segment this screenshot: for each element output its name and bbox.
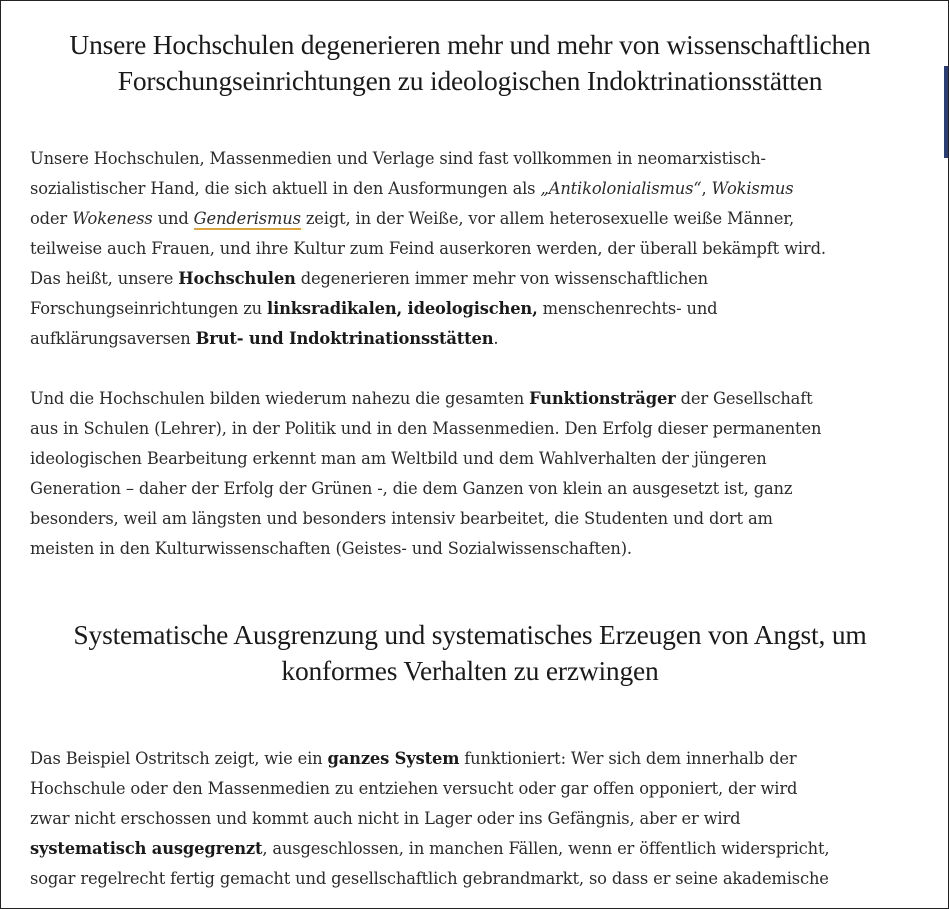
- text-line: zwar nicht erschossen und kommt auch nicht in Lager oder ins Gefängnis, aber er wird: [30, 809, 741, 828]
- text-line: aufklärungsaversen Brut- und Indoktrinationsstätten.: [30, 329, 499, 348]
- heading-line: Unsere Hochschulen degenerieren mehr und mehr von wissenschaftlichen: [69, 29, 871, 60]
- text-line: Und die Hochschulen bilden wiederum nahezu die gesamten Funktionsträger der Gesellschaft: [30, 389, 813, 408]
- text-line: meisten in den Kulturwissenschaften (Geistes- und Sozialwissenschaften).: [30, 539, 632, 558]
- article-content: [30, 15, 910, 894]
- scrollbar-thumb[interactable]: [944, 66, 948, 158]
- emphasis-antikolonialismus: „Antikolonialismus“: [540, 179, 702, 198]
- bold-ganzes-system: ganzes System: [327, 749, 460, 768]
- text-line: Das heißt, unsere Hochschulen degenerieren immer mehr von wissenschaftlichen: [30, 269, 709, 288]
- text-line: Generation – daher der Erfolg der Grünen -, die dem Ganzen von klein an ausgesetzt ist, ganz: [30, 479, 793, 498]
- text-line: teilweise auch Frauen, und ihre Kultur zum Feind auserkoren werden, der überall bekämpft wird.: [30, 239, 826, 258]
- text-line: Das Beispiel Ostritsch zeigt, wie ein ganzes System funktioniert: Wer sich dem innerhalb der: [30, 749, 797, 768]
- text-line: Forschungseinrichtungen zu linksradikalen, ideologischen, menschenrechts- und: [30, 299, 718, 318]
- bold-hochschulen: Hochschulen: [178, 269, 296, 288]
- text-line: systematisch ausgegrenzt, ausgeschlossen, in manchen Fällen, wenn er öffentlich widerspricht,: [30, 839, 830, 858]
- text-line: Unsere Hochschulen, Massenmedien und Verlage sind fast vollkommen in neomarxistisch-: [30, 149, 766, 168]
- text-line: besonders, weil am längsten und besonders intensiv bearbeitet, die Studenten und dort am: [30, 509, 773, 528]
- text-line: sogar regelrecht fertig gemacht und gesellschaftlich gebrandmarkt, so dass er seine akademische: [30, 869, 829, 888]
- bold-linksradikalen: linksradikalen, ideologischen,: [267, 299, 538, 318]
- emphasis-wokismus: Wokismus: [711, 179, 794, 198]
- bold-funktionstraeger: Funktionsträger: [529, 389, 676, 408]
- text-line: Hochschule oder den Massenmedien zu entziehen versucht oder gar offen opponiert, der wird: [30, 779, 798, 798]
- bold-systematisch-ausgegrenzt: systematisch ausgegrenzt: [30, 839, 263, 858]
- bold-brut-indoktrination: Brut- und Indoktrinationsstätten: [195, 329, 494, 348]
- text-line: sozialistischer Hand, die sich aktuell in den Ausformungen als „Antikolonialismus“, Wokismus: [30, 179, 794, 198]
- heading-line: konformes Verhalten zu erzwingen: [281, 655, 659, 686]
- genderismus-link[interactable]: Genderismus: [193, 209, 301, 228]
- heading-line: Forschungseinrichtungen zu ideologischen Indoktrinationsstätten: [117, 65, 823, 96]
- section-heading-ausgrenzung: [30, 617, 910, 689]
- heading-line: Systematische Ausgrenzung und systematisches Erzeugen von Angst, um: [73, 619, 867, 650]
- section-heading-hochschulen: [30, 27, 910, 99]
- emphasis-wokeness: Wokeness: [72, 209, 153, 228]
- text-line: aus in Schulen (Lehrer), in der Politik und in den Massenmedien. Den Erfolg dieser permanenten: [30, 419, 822, 438]
- text-line: ideologischen Bearbeitung erkennt man am Weltbild und dem Wahlverhalten der jüngeren: [30, 449, 767, 468]
- paragraph-ostritsch: [30, 744, 910, 894]
- text-line: oder Wokeness und Genderismus zeigt, in der Weiße, vor allem heterosexuelle weiße Männer,: [30, 209, 795, 228]
- paragraph-funktionstraeger: [30, 384, 910, 564]
- paragraph-intro: [30, 144, 910, 354]
